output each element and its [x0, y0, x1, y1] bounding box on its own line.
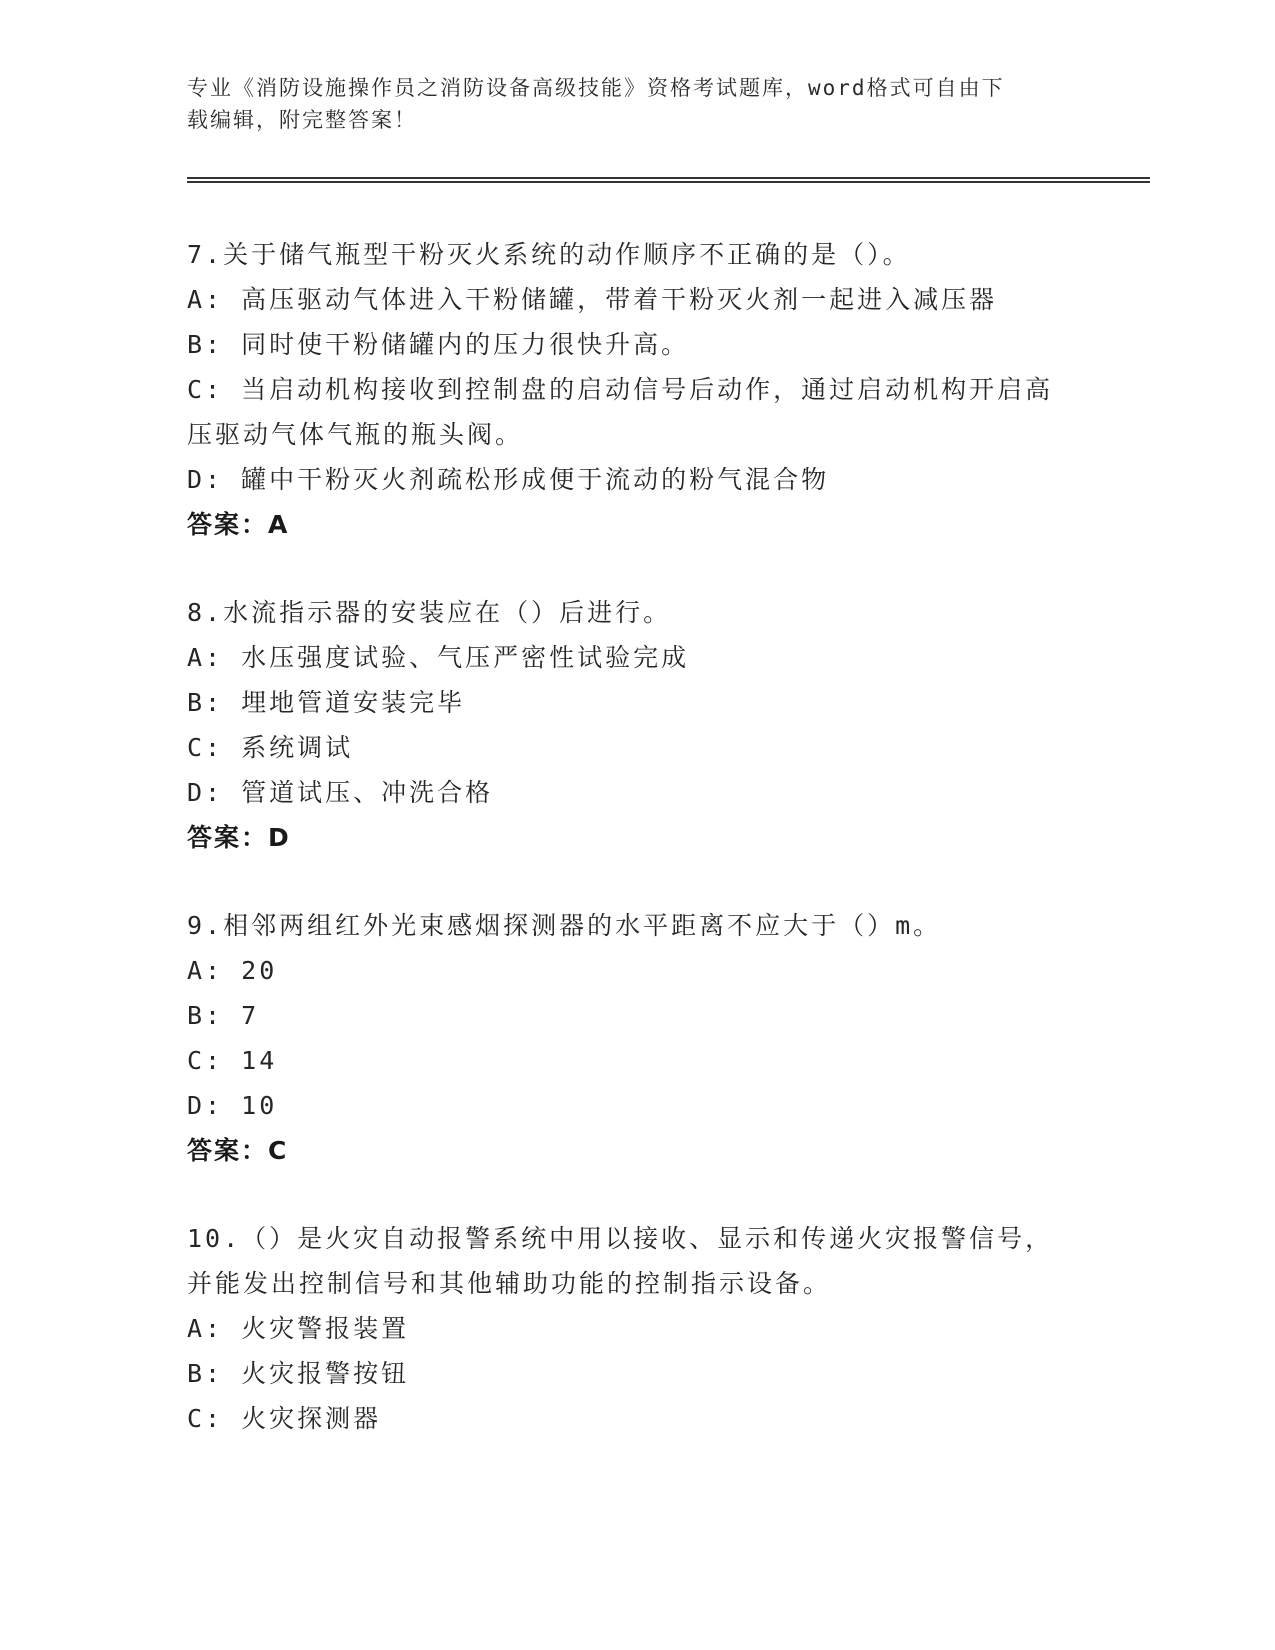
- option-b: B: 埋地管道安装完毕: [187, 688, 466, 717]
- question-7: [187, 232, 1087, 548]
- option-a: A: 火灾警报装置: [187, 1314, 410, 1343]
- option-b: B: 同时使干粉储罐内的压力很快升高。: [187, 330, 690, 359]
- question-9: [187, 903, 1087, 1174]
- question-stem: 9.相邻两组红外光束感烟探测器的水平距离不应大于（）m。: [187, 911, 942, 940]
- question-8: [187, 590, 1087, 861]
- header-line-1: 专业《消防设施操作员之消防设备高级技能》资格考试题库，word格式可自由下: [187, 76, 1005, 100]
- option-b: B: 火灾报警按钮: [187, 1359, 410, 1388]
- answer-label: 答案：A: [187, 510, 290, 539]
- option-a: A: 水压强度试验、气压严密性试验完成: [187, 643, 690, 672]
- question-stem: 10.（）是火灾自动报警系统中用以接收、显示和传递火灾报警信号，: [187, 1224, 1054, 1253]
- option-a: A: 高压驱动气体进入干粉储罐，带着干粉灭火剂一起进入减压器: [187, 285, 998, 314]
- option-c: C: 火灾探测器: [187, 1404, 382, 1433]
- question-stem-continued: 并能发出控制信号和其他辅助功能的控制指示设备。: [187, 1269, 832, 1298]
- question-list: [187, 232, 1087, 1483]
- question-stem: 7.关于储气瓶型干粉灭火系统的动作顺序不正确的是（）。: [187, 240, 911, 269]
- header-line-2: 载编辑，附完整答案！: [187, 108, 417, 132]
- answer-label: 答案：C: [187, 1136, 289, 1165]
- header-divider-bottom: [187, 181, 1150, 183]
- option-c: C: 系统调试: [187, 733, 354, 762]
- option-a: A: 20: [187, 956, 278, 985]
- option-c-continued: 压驱动气体气瓶的瓶头阀。: [187, 420, 524, 449]
- question-10: [187, 1216, 1087, 1441]
- option-c: C: 14: [187, 1046, 278, 1075]
- question-stem: 8.水流指示器的安装应在（）后进行。: [187, 598, 672, 627]
- option-d: D: 10: [187, 1091, 278, 1120]
- option-d: D: 管道试压、冲洗合格: [187, 778, 494, 807]
- header-divider-top: [187, 177, 1150, 179]
- option-b: B: 7: [187, 1001, 260, 1030]
- answer-label: 答案：D: [187, 823, 291, 852]
- document-header: [187, 72, 1067, 136]
- option-c: C: 当启动机构接收到控制盘的启动信号后动作，通过启动机构开启高: [187, 375, 1054, 404]
- option-d: D: 罐中干粉灭火剂疏松形成便于流动的粉气混合物: [187, 465, 830, 494]
